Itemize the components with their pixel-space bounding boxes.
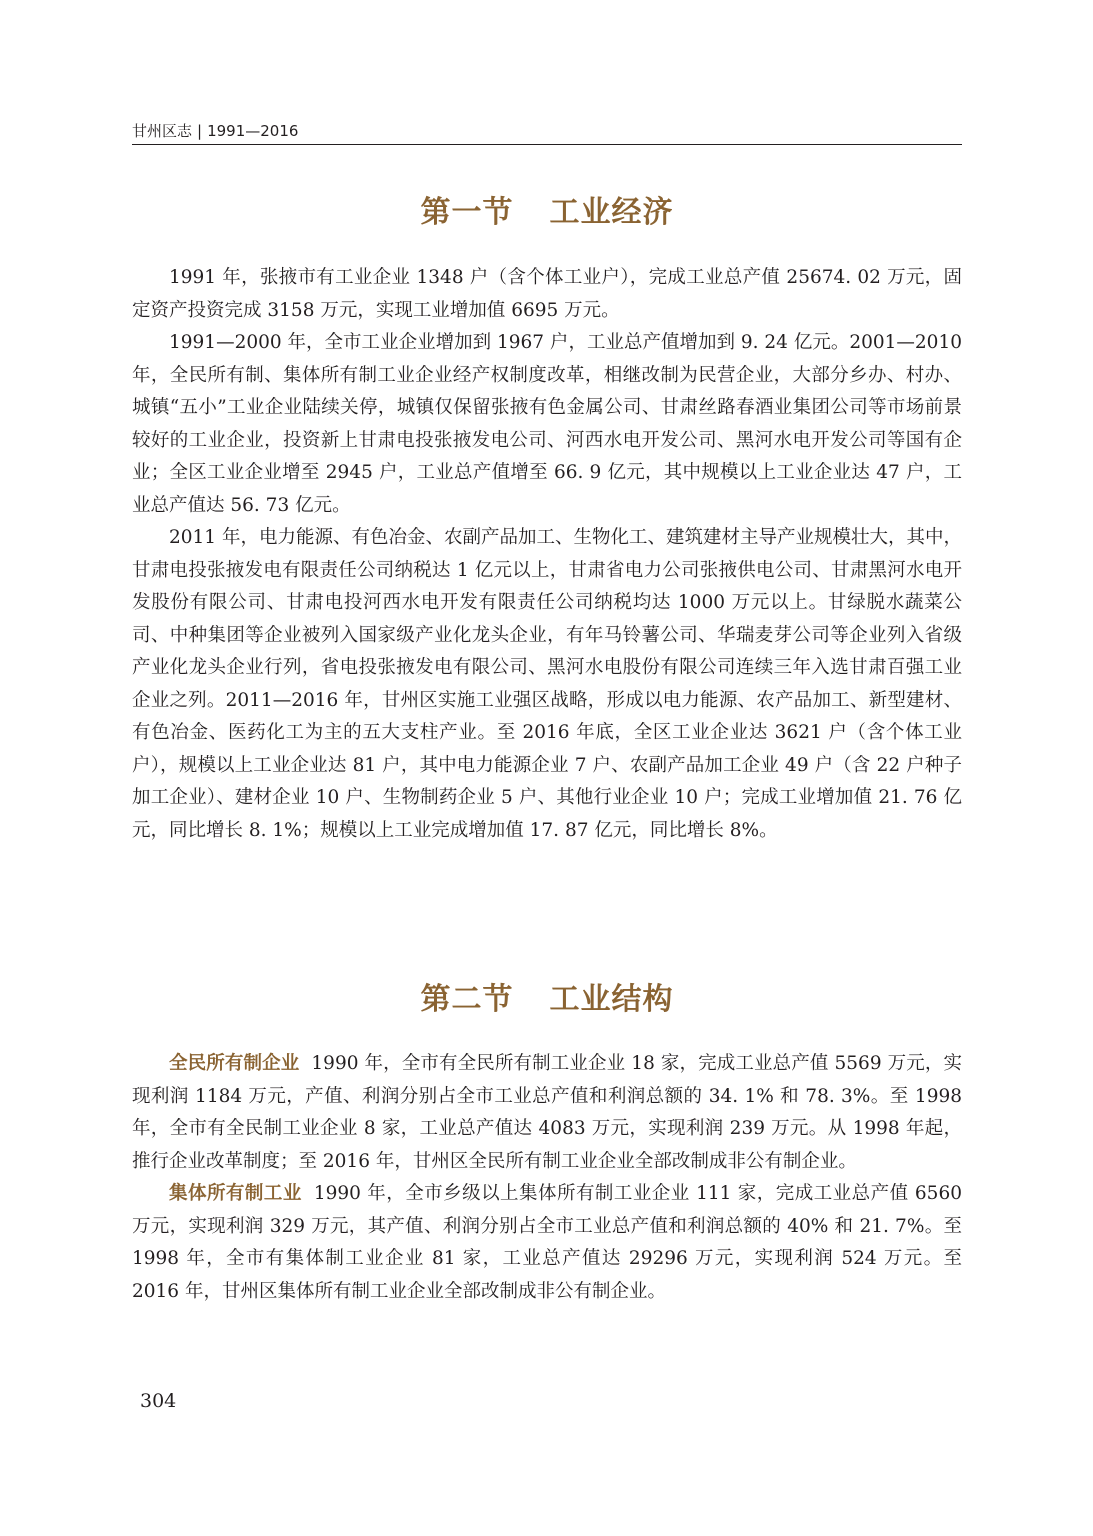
section-2-heading: 工业结构 bbox=[549, 982, 674, 1017]
section-1-body bbox=[132, 262, 962, 847]
header-separator: | bbox=[197, 122, 203, 140]
section-1-title bbox=[132, 193, 962, 233]
run-in-heading: 全民所有制企业 bbox=[169, 1053, 300, 1074]
paragraph: 1991—2000 年，全市工业企业增加到 1967 户，工业总产值增加到 9. 24 亿元。2001—2010 年，全民所有制、集体所有制工业企业经产权制度改革，相继改制为民营企业，大部分乡办、村办、城镇“五小”工业企业陆续关停，城镇仅保留张掖有色金属公司、甘肃丝路春酒业集团公司等市场前景较好的工业企业，投资新上甘肃电投张掖发电公司、河西水电开发公司、黑河水电开发公司等国有企业；全区工业企业增至 2945 户，工业总产值增至 66. 9 亿元，其中规模以上工业企业达 47 户，工业总产值达 56. 73 亿元。 bbox=[132, 332, 962, 516]
paragraph: 2011 年，电力能源、有色冶金、农副产品加工、生物化工、建筑建材主导产业规模壮大，其中，甘肃电投张掖发电有限责任公司纳税达 1 亿元以上，甘肃省电力公司张掖供电公司、甘肃黑河水电开发股份有限公司、甘肃电投河西水电开发有限责任公司纳税均达 1000 万元以上。甘绿脱水蔬菜公司、中种集团等企业被列入国家级产业化龙头企业，有年马铃薯公司、华瑞麦芽公司等企业列入省级产业化龙头企业行列，省电投张掖发电有限公司、黑河水电股份有限公司连续三年入选甘肃百强工业企业之列。2011—2016 年，甘州区实施工业强区战略，形成以电力能源、农产品加工、新型建材、有色冶金、医药化工为主的五大支柱产业。至 2016 年底，全区工业企业达 3621 户（含个体工业户），规模以上工业企业达 81 户，其中电力能源企业 7 户、农副产品加工企业 49 户（含 22 户种子加工企业）、建材企业 10 户、生物制药企业 5 户、其他行业企业 10 户；完成工业增加值 21. 76 亿元，同比增长 8. 1%；规模以上工业完成增加值 17. 87 亿元，同比增长 8%。 bbox=[132, 527, 962, 841]
section-2-title bbox=[132, 980, 962, 1020]
paragraph: 1991 年，张掖市有工业企业 1348 户（含个体工业户），完成工业总产值 25674. 02 万元，固定资产投资完成 3158 万元，实现工业增加值 6695 万元。 bbox=[132, 267, 962, 321]
paragraph-text: 1990 年，全市乡级以上集体所有制工业企业 111 家，完成工业总产值 6560 万元，实现利润 329 万元，其产值、利润分别占全市工业总产值和利润总额的 40% 和 21. 7%。至 1998 年，全市有集体制工业企业 81 家，工业总产值达 29296 万元，实现利润 524 万元。至 2016 年，甘州区集体所有制工业企业全部改制成非公有制企业。 bbox=[132, 1183, 962, 1302]
section-1-heading: 工业经济 bbox=[549, 195, 674, 230]
book-title: 甘州区志 bbox=[132, 122, 193, 140]
section-2-body bbox=[132, 1048, 962, 1308]
running-header bbox=[132, 120, 962, 145]
paragraph-text: 1990 年，全市有全民所有制工业企业 18 家，完成工业总产值 5569 万元，实现利润 1184 万元，产值、利润分别占全市工业总产值和利润总额的 34. 1% 和 78. 3%。至 1998 年，全市有全民制工业企业 8 家，工业总产值达 4083 万元，实现利润 239 万元。从 1998 年起，推行企业改革制度；至 2016 年，甘州区全民所有制工业企业全部改制成非公有制企业。 bbox=[132, 1053, 962, 1172]
run-in-heading: 集体所有制工业 bbox=[169, 1183, 302, 1204]
section-1-number: 第一节 bbox=[420, 195, 514, 230]
page-number: 304 bbox=[140, 1390, 177, 1412]
paragraph bbox=[132, 1178, 962, 1308]
paragraph bbox=[132, 1048, 962, 1178]
section-2-number: 第二节 bbox=[420, 982, 514, 1017]
year-range: 1991—2016 bbox=[207, 122, 299, 140]
